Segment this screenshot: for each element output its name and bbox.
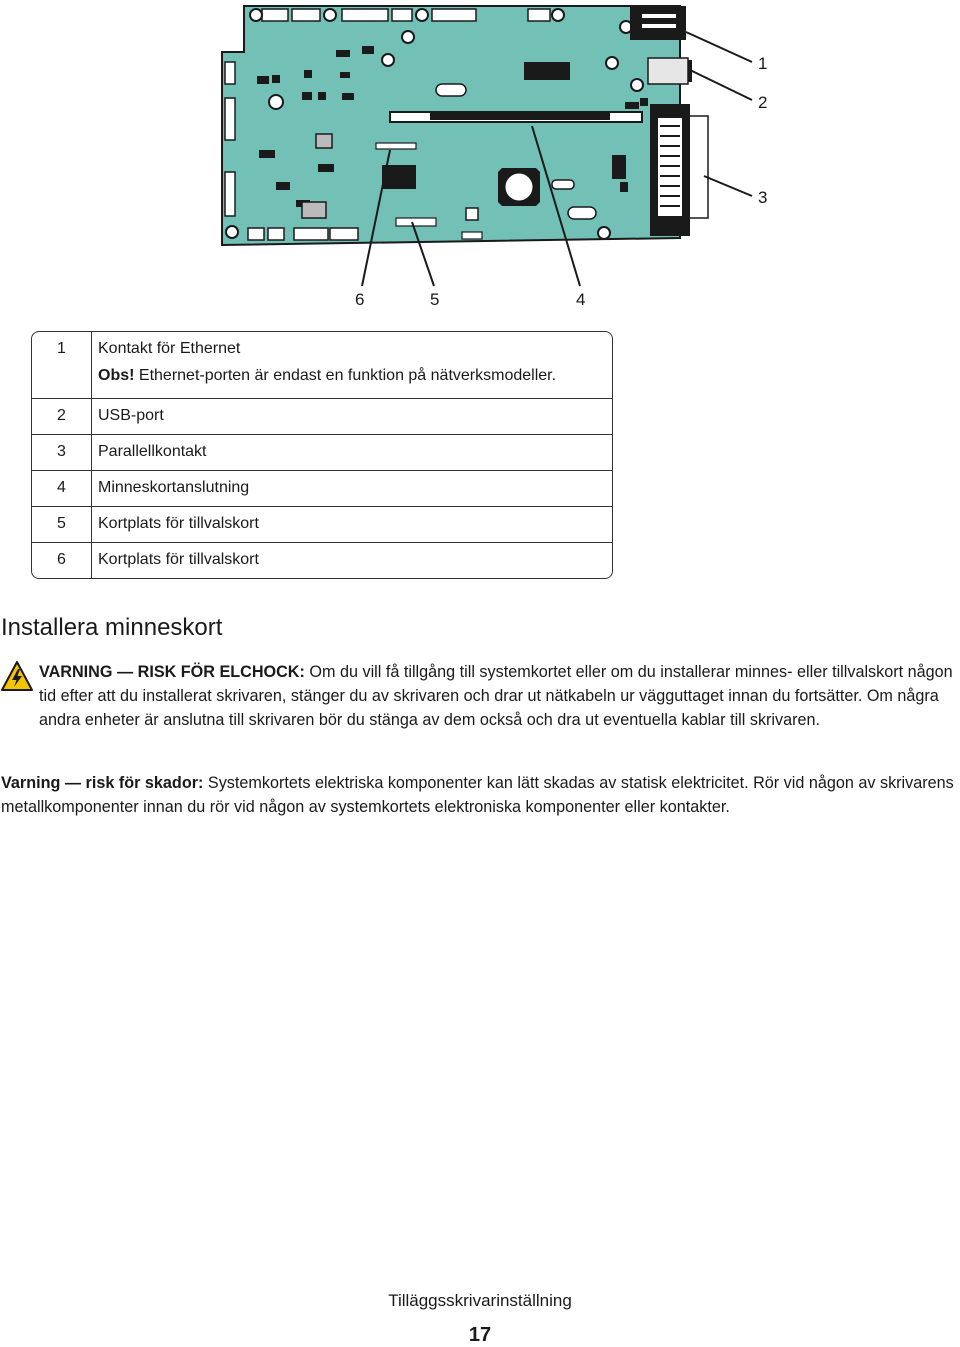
system-board	[222, 6, 680, 245]
option-card-slot-lower	[396, 218, 436, 226]
note-label: Obs!	[98, 367, 135, 384]
callout-2: 2	[758, 93, 768, 112]
page-number: 17	[468, 1324, 492, 1346]
legend-row	[32, 332, 612, 398]
damage-caution-body: Systemkortets elektriska komponenter kan lätt skadas av statisk elektricitet. Rör vid någon av skrivarens metallkomponenter innan du rör vid någon av systemkortets elektroniska komponenter eller kontakter.	[1, 774, 954, 816]
section-title: Installera minneskort	[1, 614, 223, 641]
legend-number: 4	[32, 471, 92, 506]
legend-number: 2	[32, 399, 92, 434]
legend-row	[32, 506, 612, 542]
system-board-diagram	[0, 0, 960, 320]
legend-row	[32, 398, 612, 434]
shock-warning-label: VARNING — RISK FÖR ELCHOCK:	[39, 663, 305, 681]
callout-3: 3	[758, 188, 768, 207]
legend-description: Minneskortanslutning	[98, 479, 250, 496]
callout-legend-table	[31, 331, 613, 579]
legend-row	[32, 542, 612, 578]
legend-description: Kortplats för tillvalskort	[98, 515, 259, 532]
legend-number: 1	[32, 332, 92, 398]
legend-description: Kortplats för tillvalskort	[98, 551, 259, 568]
legend-number: 6	[32, 543, 92, 578]
footer-chapter-title: Tilläggsskrivarinställning	[388, 1291, 572, 1310]
option-card-slot-upper	[376, 143, 416, 149]
callout-4: 4	[576, 290, 586, 309]
legend-description: Parallellkontakt	[98, 443, 207, 460]
legend-note	[98, 367, 612, 385]
callout-6: 6	[355, 290, 365, 309]
callout-1: 1	[758, 54, 768, 73]
note-text: Ethernet-porten är endast en funktion på nätverksmodeller.	[134, 367, 557, 384]
legend-description: USB-port	[98, 407, 164, 424]
damage-caution-label: Varning — risk för skador:	[1, 774, 204, 792]
shock-warning-text	[39, 660, 960, 732]
callout-5: 5	[430, 290, 440, 309]
legend-row	[32, 470, 612, 506]
legend-number: 5	[32, 507, 92, 542]
legend-description	[92, 332, 612, 398]
electric-shock-warning-icon	[0, 660, 34, 692]
legend-row	[32, 434, 612, 470]
damage-caution	[1, 771, 960, 819]
legend-number: 3	[32, 435, 92, 470]
usb-port	[648, 58, 688, 84]
ethernet-port	[630, 6, 686, 40]
shock-warning-body: Om du vill få tillgång till systemkortet eller om du installerar minnes- eller tillvalskort någon tid efter att du installerat skrivaren, stänger du av skrivaren och drar ut nätkabeln ur vägguttaget innan du fortsätter. Om några andra enheter är anslutna till skrivaren bör du stänga av dem också och dra ut eventuella kablar till skrivaren.	[39, 663, 953, 729]
legend-description-text: Kontakt för Ethernet	[98, 340, 241, 357]
